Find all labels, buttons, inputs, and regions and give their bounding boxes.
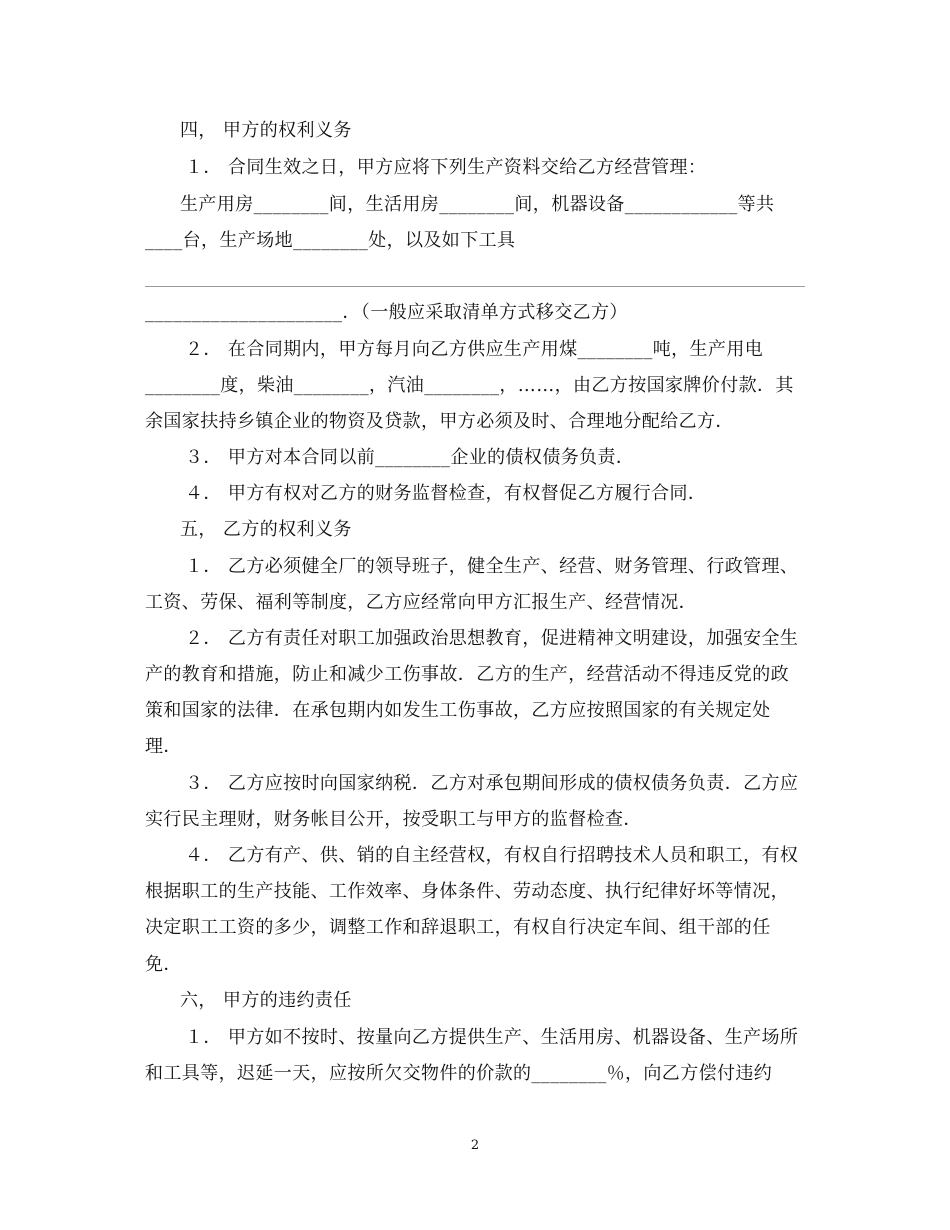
section-heading-party-a-rights: 四， 甲方的权利义务 (180, 120, 352, 141)
paragraph-line: 工资、劳保、福利等制度，乙方应经常向甲方汇报生产、经营情况． (145, 592, 697, 613)
paragraph-line: ____台，生产场地________处，以及如下工具 (145, 230, 516, 251)
paragraph-line: 实行民主理财，财务帐目公开，按受职工与甲方的监督检查． (145, 809, 642, 830)
paragraph-line: 决定职工工资的多少，调整工作和辞退职工，有权自行决定车间、组干部的任 (145, 917, 771, 938)
paragraph-line: 根据职工的生产技能、工作效率、身体条件、劳动态度、执行纪律好坏等情况， (145, 881, 789, 902)
paragraph-line: ２． 乙方有责任对职工加强政治思想教育，促进精神文明建设，加强安全生 (185, 628, 799, 649)
paragraph-line: 产的教育和措施，防止和减少工伤事故．乙方的生产，经营活动不得违反党的政 (145, 664, 789, 685)
paragraph-line: １． 乙方必须健全厂的领导班子，健全生产、经营、财务管理、行政管理、 (185, 556, 799, 577)
paragraph-line: 理． (145, 736, 182, 757)
section-heading-party-a-liability: 六， 甲方的违约责任 (180, 990, 352, 1011)
paragraph-line: 和工具等，迟延一天，应按所欠交物件的价款的________％，向乙方偿付违约 (145, 1063, 773, 1084)
paragraph-line: １． 合同生效之日，甲方应将下列生产资料交给乙方经营管理： (185, 157, 707, 178)
section-heading-party-b-rights: 五， 乙方的权利义务 (180, 519, 352, 540)
page-number: 2 (470, 1138, 480, 1153)
blank-fill-line (145, 286, 805, 287)
paragraph-line: ４． 甲方有权对乙方的财务监督检查，有权督促乙方履行合同． (185, 483, 707, 504)
paragraph-line: ３． 甲方对本合同以前________企业的债权债务负责． (185, 447, 635, 468)
paragraph-line: 生产用房________间，生活用房________间，机器设备____________等共 (180, 194, 775, 215)
paragraph-line: ________度，柴油________，汽油________，……，由乙方按国家牌价付款．其 (145, 375, 794, 396)
paragraph-line: ２． 在合同期内，甲方每月向乙方供应生产用煤________吨，生产用电 (185, 339, 764, 360)
paragraph-line: ３． 乙方应按时向国家纳税．乙方对承包期间形成的债权债务负责．乙方应 (185, 773, 799, 794)
paragraph-line: ４． 乙方有产、供、销的自主经营权，有权自行招聘技术人员和职工，有权 (185, 845, 799, 866)
paragraph-line: 余国家扶持乡镇企业的物资及贷款，甲方必须及时、合理地分配给乙方． (145, 411, 734, 432)
paragraph-line: 策和国家的法律．在承包期内如发生工伤事故，乙方应按照国家的有关规定处 (145, 700, 771, 721)
paragraph-line: 免． (145, 954, 182, 975)
paragraph-line: １． 甲方如不按时、按量向乙方提供生产、生活用房、机器设备、生产场所 (185, 1027, 799, 1048)
paragraph-line: _____________________．（一般应采取清单方式移交乙方） (145, 302, 628, 323)
